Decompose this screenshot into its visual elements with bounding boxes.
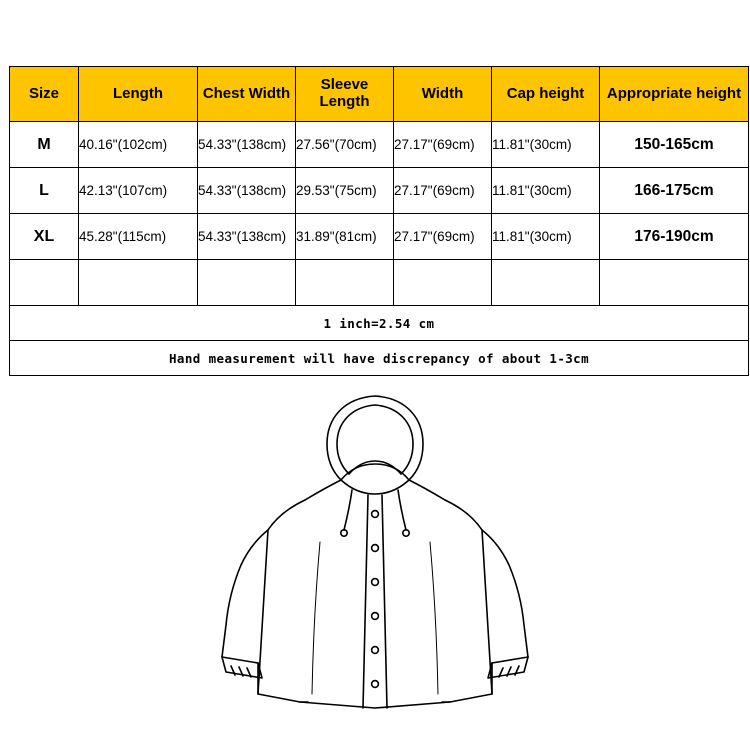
- table-header-row: [10, 67, 749, 122]
- cell-sleeve-length-m: 27.56"(70cm): [296, 122, 394, 168]
- cell-width-l: 27.17"(69cm): [394, 168, 492, 214]
- size-table: [9, 66, 749, 376]
- cell-chest-width-xl: 54.33"(138cm): [198, 214, 296, 260]
- note-measurement-discrepancy: Hand measurement will have discrepancy of about 1-3cm: [10, 341, 749, 376]
- column-header-chest-width: Chest Width: [198, 67, 296, 122]
- cell-empty-cap-height: [492, 260, 600, 306]
- column-header-length: Length: [79, 67, 198, 122]
- cell-empty-appropriate-height: [600, 260, 749, 306]
- table-row-empty: [10, 260, 749, 306]
- table-header: [10, 67, 749, 122]
- cell-cap-height-m: 11.81"(30cm): [492, 122, 600, 168]
- table-row-note: [10, 341, 749, 376]
- column-header-appropriate-height: Appropriate height: [600, 67, 749, 122]
- cell-size-m: M: [10, 122, 79, 168]
- size-table-container: [9, 66, 741, 376]
- cell-width-m: 27.17"(69cm): [394, 122, 492, 168]
- column-header-size: Size: [10, 67, 79, 122]
- cell-empty-size: [10, 260, 79, 306]
- column-header-sleeve-length: Sleeve Length: [296, 67, 394, 122]
- column-header-width: Width: [394, 67, 492, 122]
- note-inch-conversion: 1 inch=2.54 cm: [10, 306, 749, 341]
- cell-appropriate-height-l: 166-175cm: [600, 168, 749, 214]
- table-row-note: [10, 306, 749, 341]
- cell-chest-width-l: 54.33"(138cm): [198, 168, 296, 214]
- cell-appropriate-height-xl: 176-190cm: [600, 214, 749, 260]
- cell-size-xl: XL: [10, 214, 79, 260]
- cell-cap-height-xl: 11.81"(30cm): [492, 214, 600, 260]
- raincoat-line-drawing: [0, 372, 750, 750]
- cell-empty-length: [79, 260, 198, 306]
- cell-sleeve-length-l: 29.53"(75cm): [296, 168, 394, 214]
- table-body: [10, 122, 749, 376]
- table-row: [10, 168, 749, 214]
- cell-empty-sleeve-length: [296, 260, 394, 306]
- cell-empty-chest-width: [198, 260, 296, 306]
- cell-cap-height-l: 11.81"(30cm): [492, 168, 600, 214]
- table-row: [10, 214, 749, 260]
- table-row: [10, 122, 749, 168]
- cell-sleeve-length-xl: 31.89"(81cm): [296, 214, 394, 260]
- cell-appropriate-height-m: 150-165cm: [600, 122, 749, 168]
- raincoat-illustration: [0, 372, 750, 750]
- cell-size-l: L: [10, 168, 79, 214]
- cell-width-xl: 27.17"(69cm): [394, 214, 492, 260]
- cell-length-l: 42.13"(107cm): [79, 168, 198, 214]
- cell-empty-width: [394, 260, 492, 306]
- cell-chest-width-m: 54.33"(138cm): [198, 122, 296, 168]
- cell-length-m: 40.16"(102cm): [79, 122, 198, 168]
- column-header-cap-height: Cap height: [492, 67, 600, 122]
- cell-length-xl: 45.28"(115cm): [79, 214, 198, 260]
